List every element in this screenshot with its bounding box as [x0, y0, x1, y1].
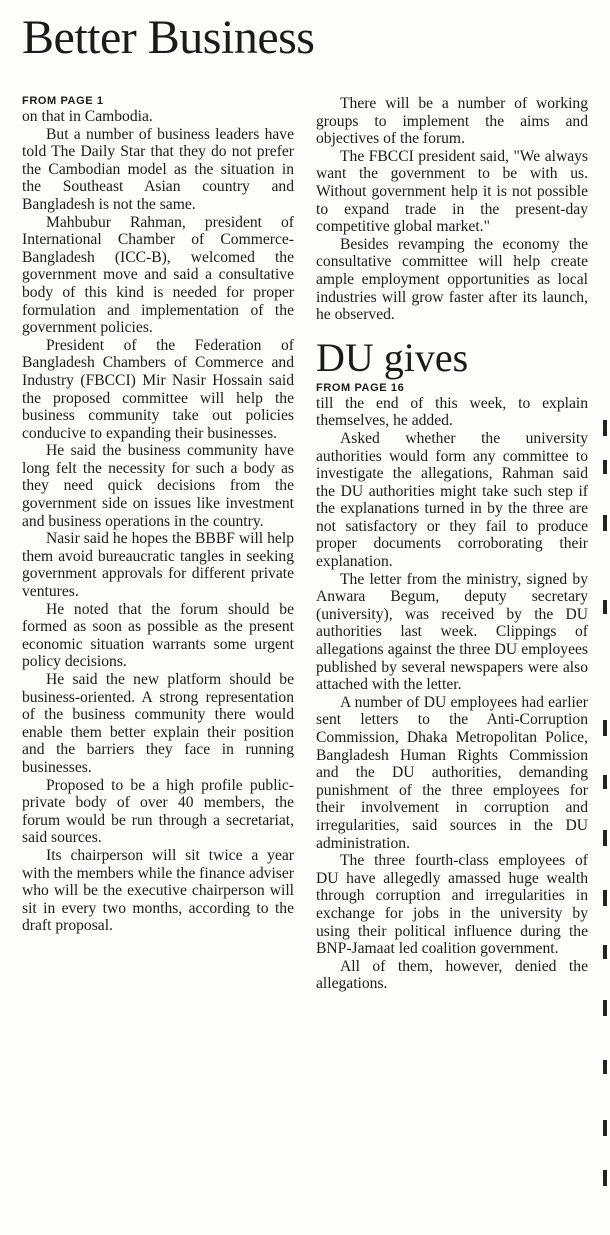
paragraph: The FBCCI president said, "We always want the government to be with us. Without government help it is not possible to expand trade in the present-day competitive global market." [316, 147, 588, 236]
article-column-1 [22, 95, 294, 935]
paragraph: Mahbubur Rahman, president of International Chamber of Commerce-Bangladesh (ICC-B), welcomed the government move and said a consultative body of this kind is needed for proper formulation and implementation of the government policies. [22, 213, 294, 337]
paragraph: Besides revamping the economy the consultative committee will help create ample employment opportunities as local industries will grow faster after its launch, he observed. [316, 235, 588, 324]
paragraph: Proposed to be a high profile public-private body of over 40 members, the forum would be run through a secretariat, said sources. [22, 776, 294, 847]
paragraph: The three fourth-class employees of DU have allegedly amassed huge wealth through corruption and irregularities in exchange for jobs in the university by using their political influence during the BNP-Jamaat led coalition government. [316, 852, 588, 958]
paragraph: President of the Federation of Bangladesh Chambers of Commerce and Industry (FBCCI) Mir Nasir Hossain said the proposed committee will help the business community take out policies conducive to expanding their businesses. [22, 336, 294, 442]
paragraph: He noted that the forum should be formed as soon as possible as the present economic situation warrants some urgent policy decisions. [22, 600, 294, 671]
paragraph: But a number of business leaders have told The Daily Star that they do not prefer the Cambodian model as the situation in the Southeast Asian country and Bangladesh is not the same. [22, 125, 294, 213]
paragraph: Nasir said he hopes the BBBF will help them avoid bureaucratic tangles in seeking government approvals for different private ventures. [22, 530, 294, 601]
paragraph: There will be a number of working groups to implement the aims and objectives of the forum. [316, 95, 588, 148]
headline-better-business: Better Business [22, 11, 315, 64]
paragraph: He said the business community have long felt the necessity for such a body as they need quick decisions from the government side on issues like investment and business operations in the country. [22, 442, 294, 530]
headline-du-gives: DU gives [316, 334, 469, 380]
paragraph: He said the new platform should be business-oriented. A strong representation of the business community there would enable them better explain their position and the barriers they face in running businesses. [22, 671, 294, 776]
paragraph: on that in Cambodia. [22, 108, 153, 125]
adjacent-column-edge [600, 420, 610, 1220]
paragraph: A number of DU employees had earlier sent letters to the Anti-Corruption Commission, Dhaka Metropolitan Police, Bangladesh Human Rights Commission and the DU authorities, demanding punishment of the three employees for their involvement in corruption and irregularities, said sources in the DU administration. [316, 693, 588, 852]
from-page-label: FROM PAGE 16 [316, 381, 405, 394]
paragraph: till the end of this week, to explain themselves, he added. [316, 394, 588, 430]
article-column-2 [316, 95, 588, 993]
paragraph: Asked whether the university authorities would form any committee to investigate the allegations, Rahman said the DU authorities might take such step if the explanations turned in by the three are not satisfactory or they fail to produce proper documents corroborating their explanation. [316, 429, 588, 571]
paragraph: All of them, however, denied the allegations. [316, 957, 588, 993]
paragraph: Its chairperson will sit twice a year with the members while the finance adviser who will be the executive chairperson will sit in every two months, according to the draft proposal. [22, 846, 294, 935]
paragraph: The letter from the ministry, signed by Anwara Begum, deputy secretary (university), was received by the DU authorities last week. Clippings of allegations against the three DU employees published by several newspapers were also attached with the letter. [316, 570, 588, 694]
from-page-label: FROM PAGE 1 [22, 95, 104, 107]
